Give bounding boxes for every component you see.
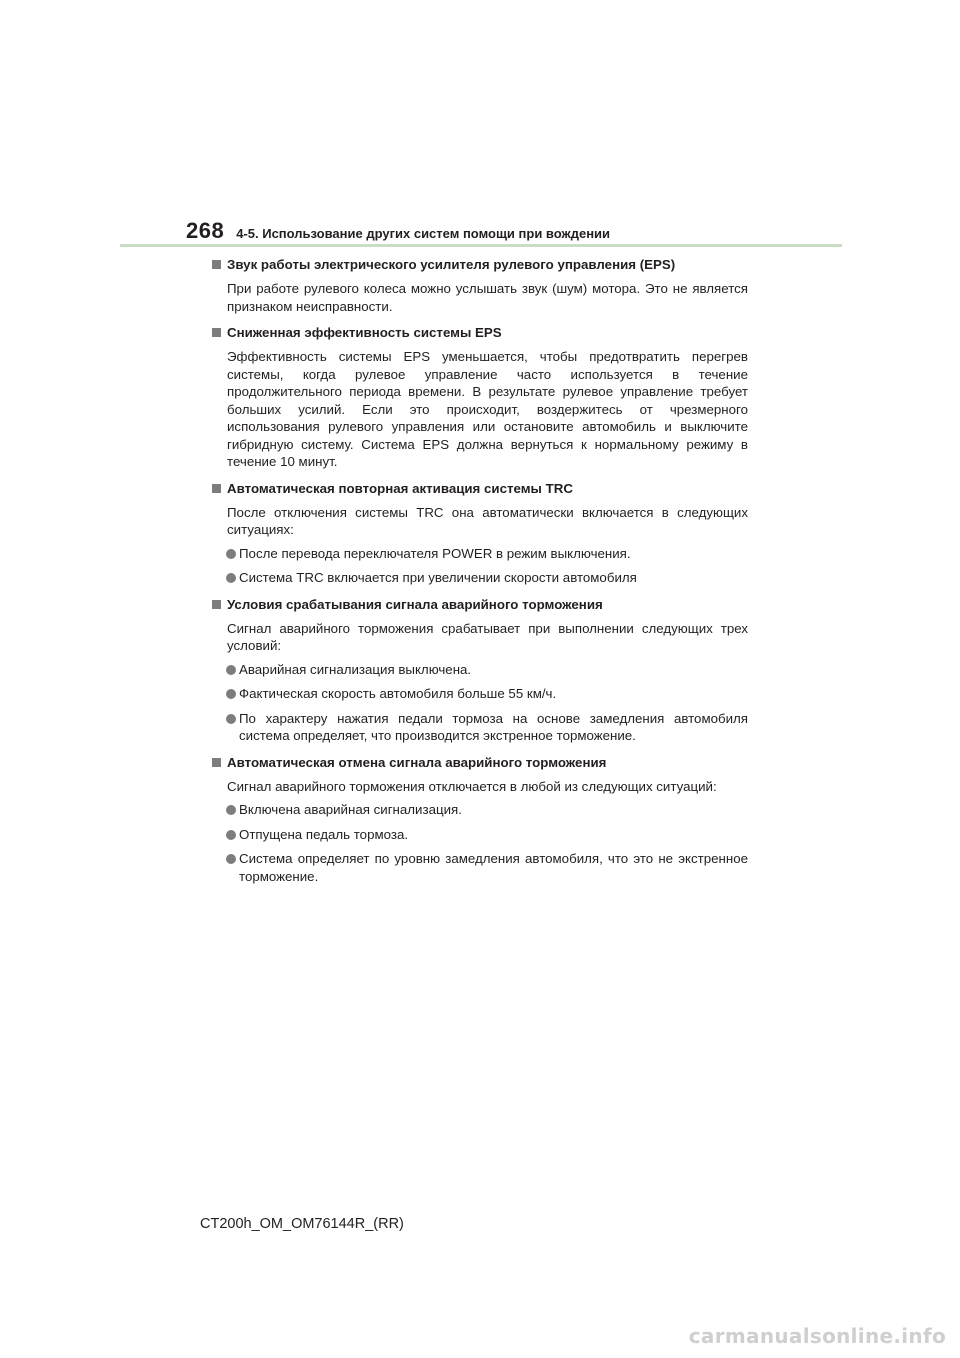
- section-heading-text: Автоматическая повторная активация системы TRC: [227, 480, 573, 496]
- section-emergency-signal-cancel: [212, 754, 748, 886]
- list-item-text: Отпущена педаль тормоза.: [239, 826, 409, 842]
- list-item: [212, 710, 748, 745]
- list-item: [212, 545, 748, 563]
- section-eps-efficiency: [212, 324, 748, 471]
- section-paragraph: После отключения системы TRC она автоматически включается в следующих ситуациях:: [227, 504, 748, 537]
- list-item-text: Фактическая скорость автомобиля больше 55 км/ч.: [239, 686, 557, 701]
- section-heading-text: Условия срабатывания сигнала аварийного торможения: [227, 596, 603, 612]
- circle-bullet-icon: [226, 805, 236, 815]
- section-eps-sound: [212, 256, 748, 315]
- circle-bullet-icon: [226, 689, 236, 699]
- list-item: [212, 826, 748, 844]
- section-heading-text: Звук работы электрического усилителя рулевого управления (EPS): [227, 257, 676, 272]
- page-content: [212, 256, 748, 894]
- section-heading: [212, 596, 748, 614]
- circle-bullet-icon: [226, 830, 236, 840]
- header-divider: [120, 244, 842, 247]
- circle-bullet-icon: [226, 665, 236, 675]
- watermark: carmanualsonline.info: [688, 1324, 946, 1348]
- square-bullet-icon: [212, 758, 221, 767]
- list-item-text: Система определяет по уровню замедления автомобиля, что это не экстренное торможение.: [239, 851, 748, 884]
- section-paragraph: Сигнал аварийного торможения срабатывает при выполнении следующих трех условий:: [227, 620, 748, 653]
- page-number: 268: [186, 218, 225, 243]
- square-bullet-icon: [212, 484, 221, 493]
- list-item: [212, 569, 748, 587]
- circle-bullet-icon: [226, 573, 236, 583]
- section-heading: [212, 754, 748, 772]
- circle-bullet-icon: [226, 854, 236, 864]
- list-item: [212, 801, 748, 819]
- section-heading-text: Сниженная эффективность системы EPS: [227, 325, 502, 340]
- list-item-text: Включена аварийная сигнализация.: [239, 802, 462, 817]
- section-heading: [212, 480, 748, 498]
- document-code: CT200h_OM_OM76144R_(RR): [200, 1216, 404, 1232]
- list-item: [212, 850, 748, 885]
- square-bullet-icon: [212, 328, 221, 337]
- square-bullet-icon: [212, 600, 221, 609]
- section-paragraph: Сигнал аварийного торможения отключается в любой из следующих ситуаций:: [227, 778, 717, 794]
- list-item-text: После перевода переключателя POWER в режим выключения.: [239, 545, 631, 561]
- section-heading: [212, 256, 748, 274]
- list-item: [212, 661, 748, 679]
- section-emergency-signal-conditions: [212, 596, 748, 745]
- circle-bullet-icon: [226, 549, 236, 559]
- section-trc-reactivation: [212, 480, 748, 587]
- list-item: [212, 685, 748, 703]
- square-bullet-icon: [212, 260, 221, 269]
- section-paragraph: При работе рулевого колеса можно услышать звук (шум) мотора. Это не является признаком неисправности.: [227, 281, 748, 314]
- section-title: 4-5. Использование других систем помощи при вождении: [236, 226, 611, 241]
- circle-bullet-icon: [226, 714, 236, 724]
- section-paragraph: Эффективность системы EPS уменьшается, чтобы предотвратить перегрев системы, когда рулевое управление часто используется в течение продолжительного периода времени. В результате рулевое управление требует больших усилий. Если это происходит, воздержитесь от чрезмерного использования рулевого управления или остановите автомобиль и выключите гибридную систему. Система EPS должна вернуться к нормальному режиму в течение 10 минут.: [227, 349, 748, 469]
- section-heading: [212, 324, 748, 342]
- list-item-text: Аварийная сигнализация выключена.: [239, 661, 472, 677]
- list-item-text: По характеру нажатия педали тормоза на основе замедления автомобиля система определяет, что производится экстренное торможение.: [239, 710, 748, 743]
- list-item-text: Система TRC включается при увеличении скорости автомобиля: [239, 570, 637, 585]
- section-heading-text: Автоматическая отмена сигнала аварийного торможения: [227, 754, 607, 770]
